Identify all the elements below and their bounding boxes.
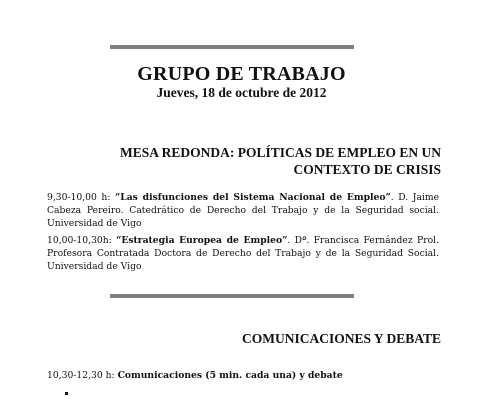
- document-title: GRUPO DE TRABAJO: [137, 63, 346, 85]
- agenda-time: 10,30-12,30 h:: [47, 370, 118, 381]
- section-heading-comunicaciones: COMUNICACIONES Y DEBATE: [241, 331, 441, 346]
- document-date: Jueves, 18 de octubre de 2012: [156, 85, 327, 100]
- heading-line-1: MESA REDONDA: POLÍTICAS DE EMPLEO EN UN: [119, 145, 441, 160]
- agenda-talk-title: “Las disfunciones del Sistema Nacional de Empleo”: [114, 192, 391, 203]
- agenda-talk-title: Comunicaciones (5 min. cada una) y debate: [117, 370, 343, 381]
- agenda-item: [47, 369, 439, 382]
- bullet-marker: [65, 392, 68, 395]
- agenda-item: [47, 191, 439, 230]
- agenda-time: 10,00-10,30h:: [47, 235, 117, 246]
- agenda-time: 9,30-10,00 h:: [47, 192, 115, 203]
- top-divider: [110, 45, 354, 49]
- agenda-speaker: . Dª. Francisca Fernández Prol. Profesora Contratada Doctora de Derecho del Trabajo y de la Seguridad Social. Universidad de Vigo: [47, 235, 439, 272]
- section-heading-mesa-redonda: [120, 144, 441, 178]
- middle-divider: [110, 294, 354, 298]
- agenda-speaker: . D. Jaime Cabeza Pereiro. Catedrático de Derecho del Trabajo y de la Seguridad social. Universidad de Vigo: [47, 192, 440, 229]
- agenda-item: [47, 234, 439, 273]
- agenda-talk-title: “Estrategia Europea de Empleo”: [116, 235, 288, 246]
- heading-line-2: CONTEXTO DE CRISIS: [293, 162, 441, 177]
